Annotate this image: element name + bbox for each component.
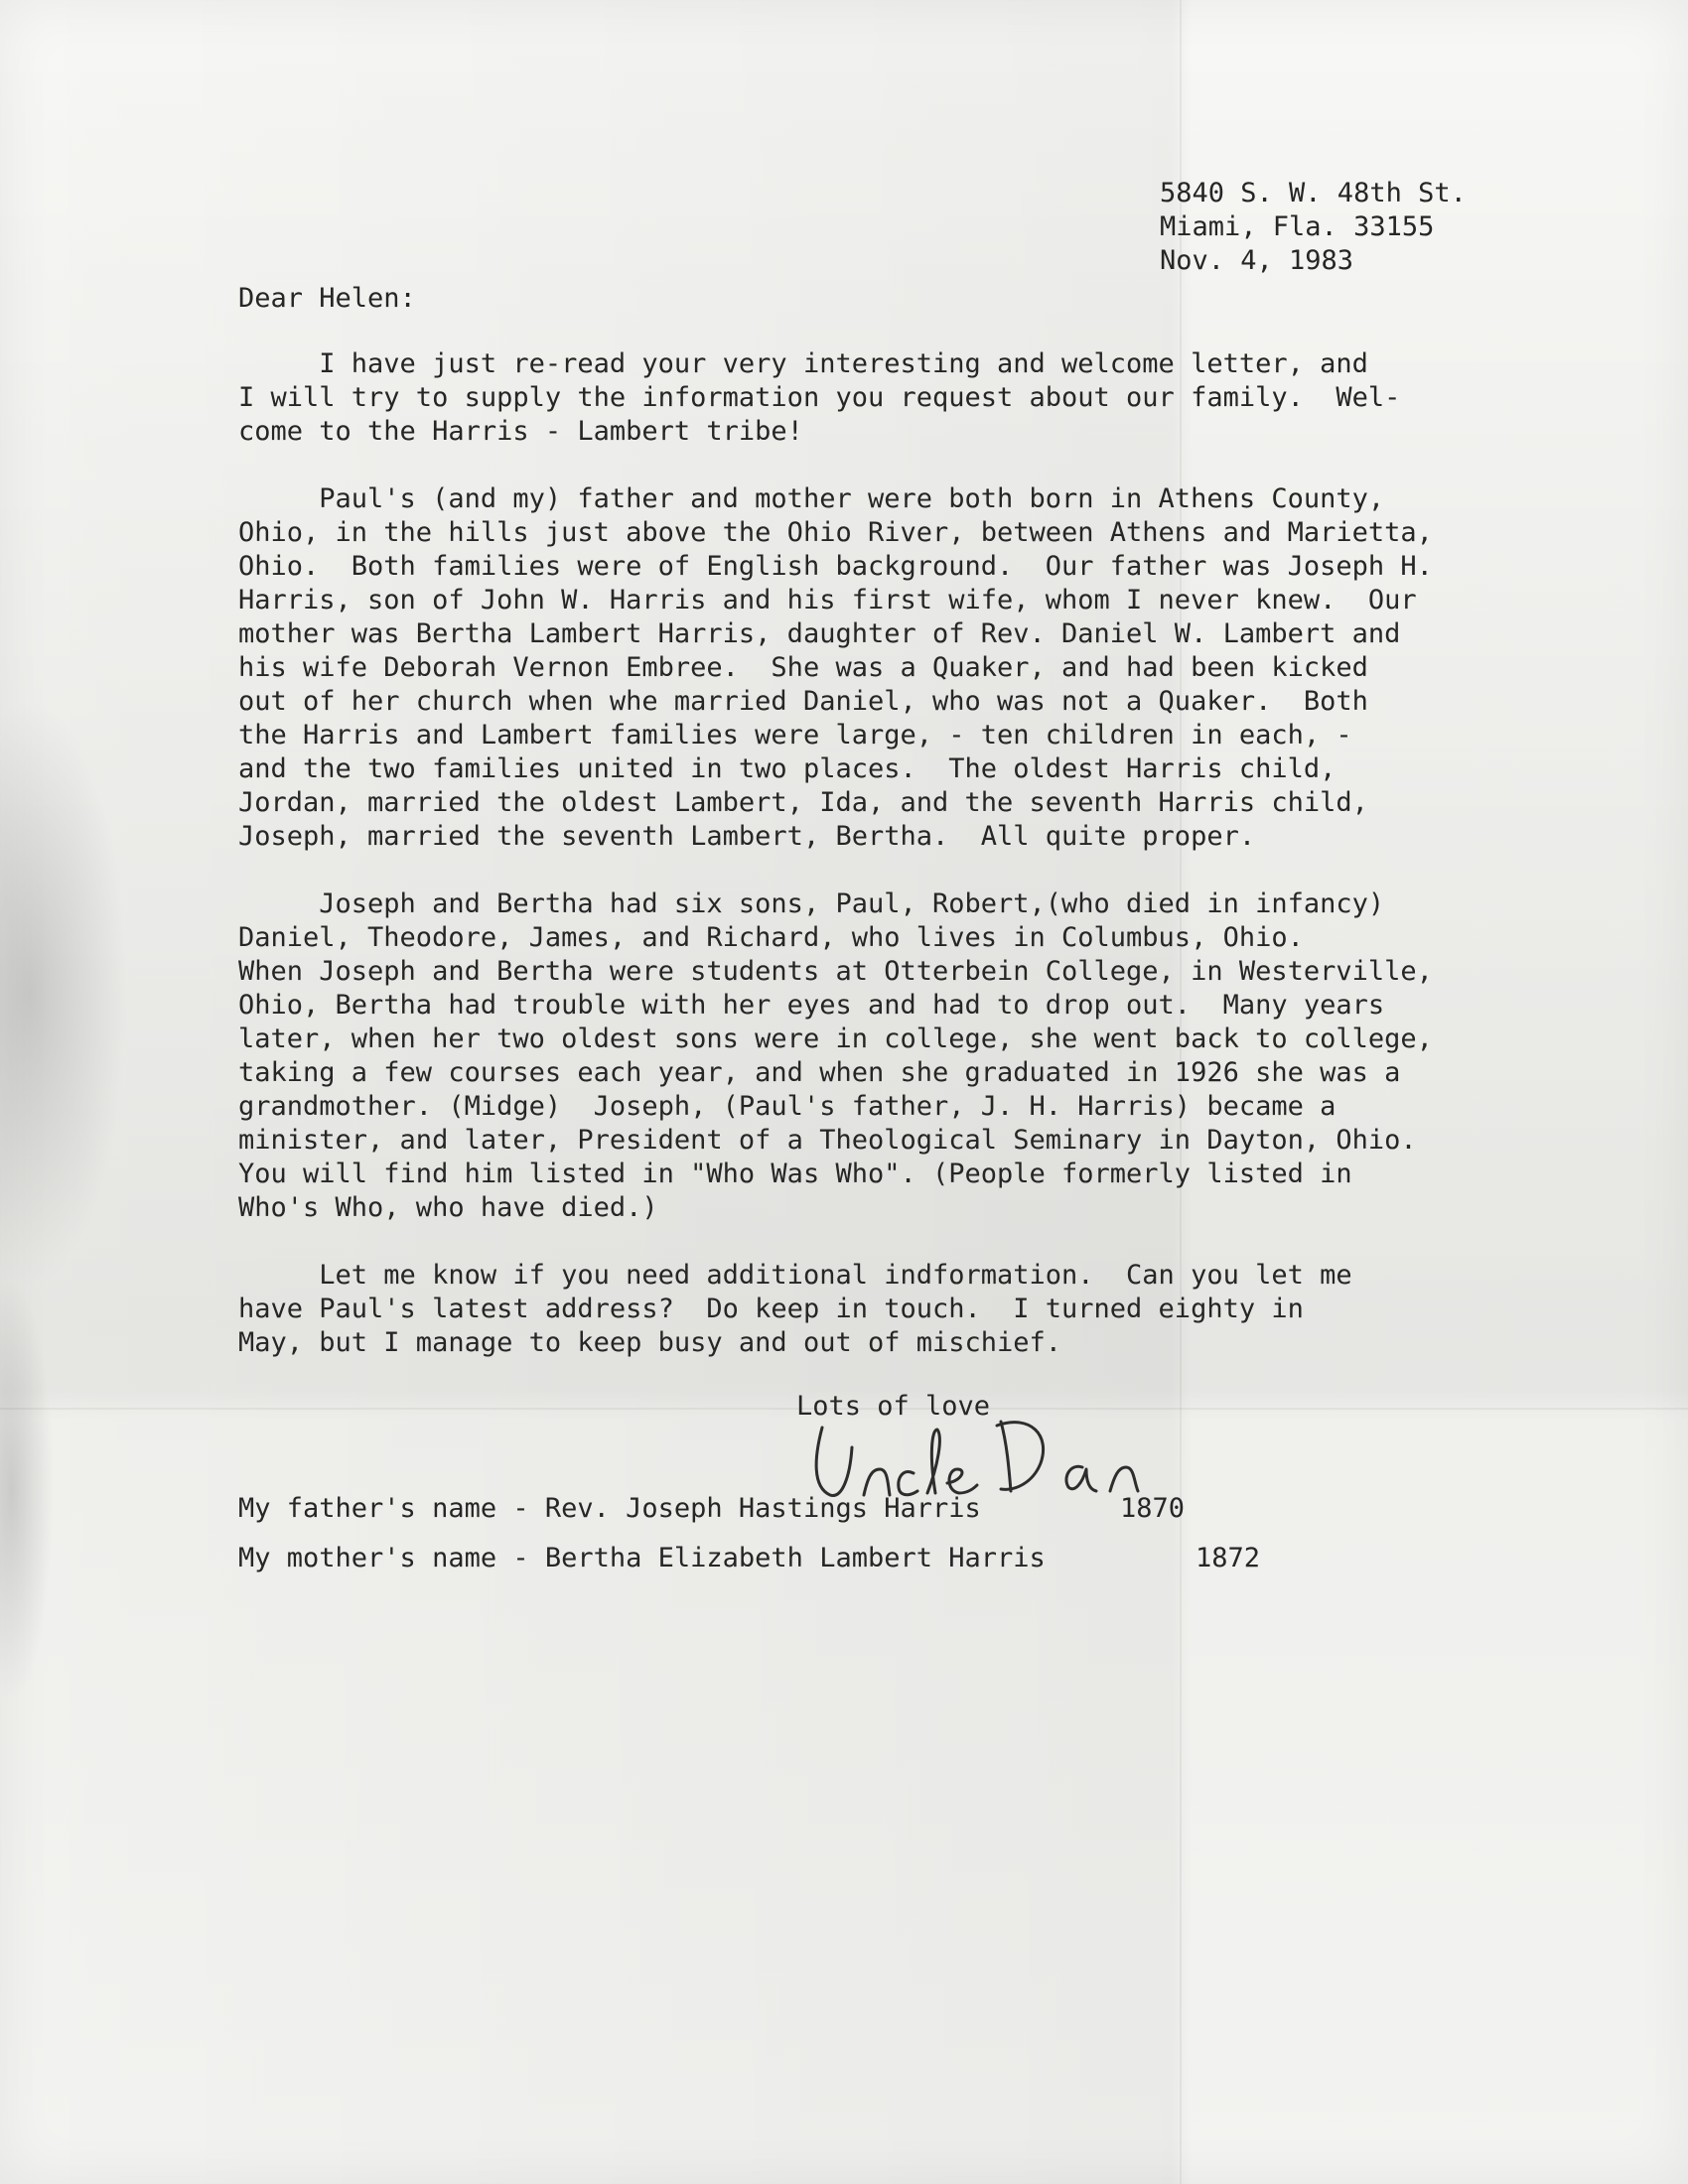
salutation: Dear Helen: [238,283,416,314]
text-line: I have just re-read your very interesting and welcome letter, and [238,348,1368,379]
return-address [1160,177,1467,278]
address-street: 5840 S. W. 48th St. [1160,178,1467,208]
text-line: Daniel, Theodore, James, and Richard, who lives in Columbus, Ohio. [238,922,1304,953]
text-line: Paul's (and my) father and mother were both born in Athens County, [238,483,1385,514]
text-line: and the two families united in two places. The oldest Harris child, [238,753,1336,784]
paragraph-3 [238,887,1529,1225]
text-line: Harris, son of John W. Harris and his first wife, whom I never knew. Our [238,585,1417,615]
text-line: mother was Bertha Lambert Harris, daughter of Rev. Daniel W. Lambert and [238,618,1401,649]
mother-name-line [238,1542,1261,1575]
mother-birth-year: 1872 [1196,1543,1261,1573]
text-line: Joseph and Bertha had six sons, Paul, Robert,(who died in infancy) [238,888,1385,919]
father-birth-year: 1870 [1120,1493,1186,1524]
text-line: Ohio. Both families were of English background. Our father was Joseph H. [238,551,1433,582]
text-line: Who's Who, who have died.) [238,1192,658,1223]
text-line: When Joseph and Bertha were students at Otterbein College, in Westerville, [238,956,1433,987]
closing: Lots of love [796,1391,991,1422]
text-line: Jordan, married the oldest Lambert, Ida, and the seventh Harris child, [238,787,1368,818]
text-line: his wife Deborah Vernon Embree. She was a Quaker, and had been kicked [238,652,1368,683]
text-line: later, when her two oldest sons were in college, she went back to college, [238,1024,1433,1054]
text-line: taking a few courses each year, and when she graduated in 1926 she was a [238,1057,1401,1088]
text-line: minister, and later, President of a Theological Seminary in Dayton, Ohio. [238,1125,1417,1156]
text-line: come to the Harris - Lambert tribe! [238,416,803,447]
text-line: Let me know if you need additional indformation. Can you let me [238,1260,1352,1291]
text-line: Ohio, in the hills just above the Ohio River, between Athens and Marietta, [238,517,1433,548]
paragraph-4 [238,1259,1529,1360]
text-line: May, but I manage to keep busy and out of mischief. [238,1327,1062,1358]
text-line: You will find him listed in "Who Was Who". (People formerly listed in [238,1159,1352,1189]
mother-name-text: My mother's name - Bertha Elizabeth Lambert Harris [238,1543,1046,1573]
paragraph-1 [238,347,1529,449]
paragraph-2 [238,482,1529,854]
text-line: I will try to supply the information you request about our family. Wel- [238,382,1401,413]
letter-date: Nov. 4, 1983 [1160,245,1354,276]
text-line: the Harris and Lambert families were large, - ten children in each, - [238,720,1352,751]
text-line: out of her church when whe married Daniel, who was not a Quaker. Both [238,686,1368,717]
text-line: have Paul's latest address? Do keep in touch. I turned eighty in [238,1294,1304,1324]
father-name-text: My father's name - Rev. Joseph Hastings Harris [238,1493,981,1524]
address-city: Miami, Fla. 33155 [1160,211,1435,242]
text-line: Ohio, Bertha had trouble with her eyes and had to drop out. Many years [238,990,1385,1021]
letter-body [238,347,1529,1394]
text-line: grandmother. (Midge) Joseph, (Paul's father, J. H. Harris) became a [238,1091,1336,1122]
father-name-line [238,1492,1186,1526]
text-line: Joseph, married the seventh Lambert, Bertha. All quite proper. [238,821,1256,852]
